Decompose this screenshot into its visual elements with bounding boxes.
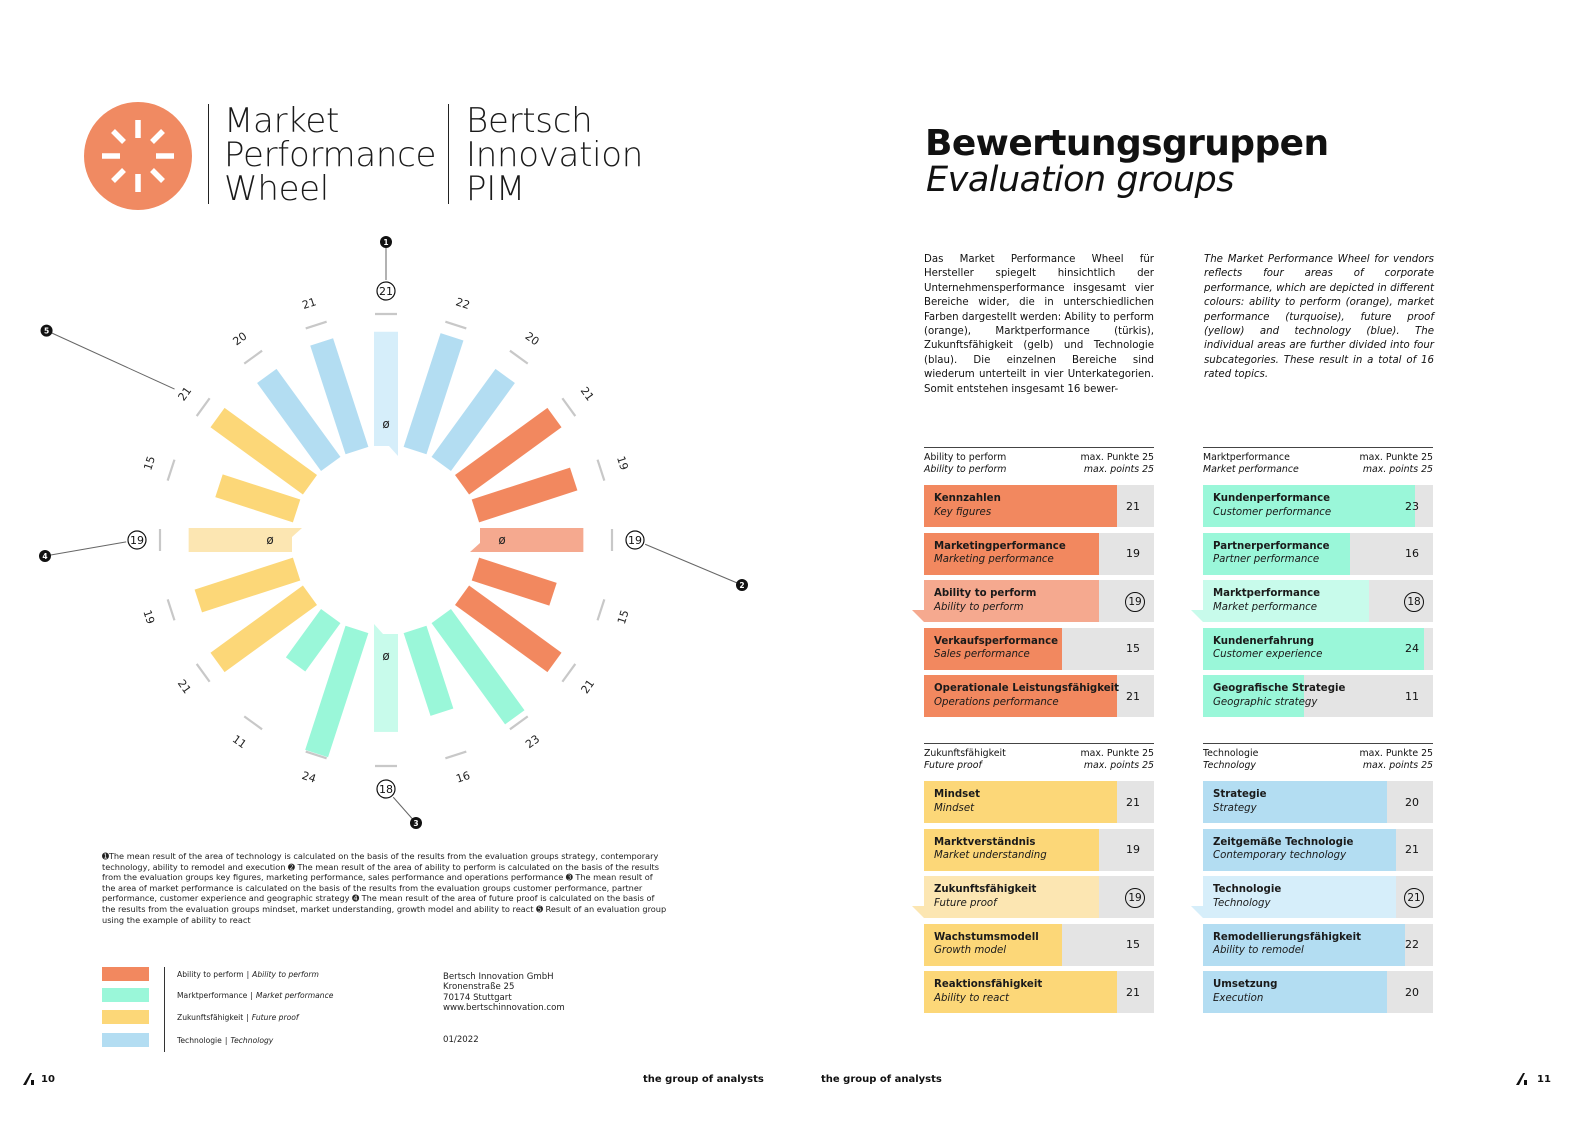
legend-item-ability	[102, 967, 319, 981]
average-score: 21	[1404, 888, 1424, 908]
page-subheading: Evaluation groups	[926, 160, 1234, 200]
logo-title-line: Market	[224, 101, 340, 141]
callout-number: 5	[43, 326, 50, 336]
wheel-score-label: 19	[613, 454, 631, 472]
wheel-tick	[598, 599, 605, 620]
row-label: Kundenperformance Customer performance	[1213, 493, 1332, 518]
callout-number: 2	[739, 581, 745, 590]
row-score: 22	[1405, 938, 1419, 951]
group-header	[1203, 447, 1433, 478]
row-score: 15	[1126, 938, 1140, 951]
evaluation-row	[1203, 781, 1433, 823]
average-score: 19	[1125, 592, 1145, 612]
wheel-score-label: 21	[578, 677, 598, 697]
callout-number: 3	[413, 819, 419, 828]
row-label: Technologie Technology	[1213, 884, 1282, 909]
max-points: max. Punkte 25 max. points 25	[1080, 748, 1154, 771]
wheel-tick	[445, 322, 466, 329]
evaluation-row	[1203, 971, 1433, 1013]
legend-item-technology	[102, 1033, 273, 1047]
row-label: Umsetzung Execution	[1213, 979, 1278, 1004]
page-number-left: 10	[41, 1074, 55, 1085]
group-title: Zukunftsfähigkeit Future proof	[924, 748, 1006, 771]
average-marker-icon	[470, 543, 480, 552]
evaluation-row	[1203, 924, 1433, 966]
performance-wheel	[20, 232, 760, 832]
group-technology	[1203, 743, 1433, 1019]
wheel-average-score: 19	[130, 534, 144, 547]
average-marker-icon	[389, 446, 398, 456]
group-ability	[924, 447, 1154, 723]
row-score: 21	[1126, 795, 1140, 809]
group-future	[924, 743, 1154, 1019]
row-score: 20	[1405, 985, 1419, 999]
wheel-tick	[168, 460, 175, 481]
vendor-name-line: Bertsch	[466, 101, 593, 141]
company-city: 70174 Stuttgart	[443, 992, 512, 1003]
legend-item-market	[102, 988, 333, 1002]
legend-label: Technologie | Technology	[177, 1035, 274, 1045]
average-row	[1203, 580, 1433, 622]
row-score: 15	[1126, 642, 1140, 655]
average-row	[1203, 876, 1433, 918]
row-score: 21	[1126, 985, 1140, 999]
group-title: Ability to perform Ability to perform	[924, 452, 1007, 475]
group-header	[924, 447, 1154, 478]
row-label: Wachstumsmodell Growth model	[934, 931, 1039, 956]
evaluation-row	[1203, 829, 1433, 871]
vendor-name-line: PIM	[466, 169, 525, 209]
row-label: Marktverständnis Market understanding	[934, 836, 1047, 861]
wheel-tick	[510, 351, 528, 364]
callout-number: 1	[383, 238, 389, 247]
brand-mark-icon	[1515, 1072, 1529, 1086]
average-symbol: ø	[382, 417, 390, 431]
evaluation-row	[1203, 675, 1433, 717]
row-label: Mindset Mindset	[934, 789, 981, 814]
wheel-score-label: 21	[175, 384, 195, 404]
group-header	[924, 743, 1154, 774]
wheel-average-bar	[480, 528, 583, 552]
wheel-tick	[598, 460, 605, 481]
average-marker-icon	[912, 906, 924, 918]
evaluation-row	[924, 485, 1154, 527]
callout-number: 4	[42, 552, 48, 561]
wheel-score-label: 21	[174, 677, 194, 697]
average-marker-icon	[912, 610, 924, 622]
wheel-average-bar	[189, 528, 292, 552]
legend-label: Zukunftsfähigkeit | Future proof	[177, 1012, 299, 1022]
row-label: Operationale Leistungsfähigkeit Operations performance	[934, 683, 1120, 708]
evaluation-row	[924, 628, 1154, 670]
row-score: 20	[1405, 795, 1419, 809]
row-label: Strategie Strategy	[1213, 789, 1267, 814]
logo-title	[224, 101, 437, 209]
wheel-score-label: 15	[614, 608, 632, 626]
wheel-score-label: 21	[577, 384, 597, 404]
wheel-score-label: 21	[300, 295, 318, 313]
wheel-score-label: 16	[454, 768, 472, 786]
company-web: www.bertschinnovation.com	[443, 1003, 565, 1014]
evaluation-row	[924, 675, 1154, 717]
wheel-tick	[562, 398, 575, 416]
logo-title-line: Performance	[224, 135, 437, 175]
company-address	[443, 972, 565, 1014]
row-score: 23	[1405, 499, 1419, 513]
evaluation-row	[924, 829, 1154, 871]
wheel-average-score: 19	[628, 534, 642, 547]
average-marker-icon	[292, 528, 302, 537]
brand-mark-icon	[22, 1072, 36, 1086]
group-header	[1203, 743, 1433, 774]
vendor-name-line: Innovation	[466, 135, 644, 175]
wheel-tick	[244, 351, 262, 364]
wheel-tick	[244, 716, 262, 729]
legend-swatch	[102, 967, 149, 981]
wheel-score-label: 22	[454, 295, 472, 313]
logo-divider	[208, 104, 209, 204]
wheel-score-label: 20	[522, 329, 542, 349]
evaluation-row	[924, 971, 1154, 1013]
row-label: Kennzahlen Key figures	[934, 493, 1001, 518]
row-score: 24	[1405, 642, 1419, 655]
row-label: Geografische Strategie Geographic strategy	[1213, 683, 1346, 708]
legend-label: Ability to perform | Ability to perform	[177, 969, 319, 979]
company-name: Bertsch Innovation GmbH	[443, 972, 554, 982]
wheel-tick	[306, 322, 327, 329]
average-symbol: ø	[498, 533, 506, 547]
callout-line	[645, 544, 742, 585]
footer-text-right: the group of analysts	[821, 1074, 942, 1085]
average-marker-icon	[374, 624, 383, 634]
legend-swatch	[102, 988, 149, 1002]
evaluation-row	[1203, 485, 1433, 527]
average-row	[924, 876, 1154, 918]
wheel-score-label: 23	[523, 732, 543, 752]
row-score: 21	[1126, 499, 1140, 513]
wheel-average-score: 18	[379, 783, 393, 796]
row-label: Partnerperformance Partner performance	[1213, 540, 1330, 565]
publication-date: 01/2022	[443, 1035, 479, 1045]
average-row	[924, 580, 1154, 622]
row-label: Reaktionsfähigkeit Ability to react	[934, 979, 1043, 1004]
row-label: Kundenerfahrung Customer experience	[1213, 635, 1323, 660]
wheel-score-label: 15	[141, 454, 159, 472]
row-score: 16	[1405, 547, 1419, 560]
row-score: 21	[1126, 689, 1140, 703]
row-label: Zukunftsfähigkeit Future proof	[934, 884, 1037, 909]
legend-item-future	[102, 1010, 299, 1024]
row-label: Verkaufsperformance Sales performance	[934, 635, 1059, 660]
evaluation-row	[1203, 628, 1433, 670]
page-number-right: 11	[1537, 1074, 1551, 1085]
wheel-tick	[562, 664, 575, 682]
wheel-score-label: 24	[300, 768, 318, 786]
row-score: 11	[1405, 689, 1419, 703]
legend-swatch	[102, 1033, 149, 1047]
row-score: 19	[1126, 843, 1140, 856]
row-label: Marktperformance Market performance	[1213, 588, 1321, 613]
wheel-tick	[197, 398, 210, 416]
max-points: max. Punkte 25 max. points 25	[1359, 748, 1433, 771]
callout-line	[45, 542, 126, 556]
average-symbol: ø	[382, 649, 390, 663]
row-label: Zeitgemäße Technologie Contemporary technology	[1213, 836, 1354, 861]
footnote: ➊The mean result of the area of technology is calculated on the basis of the results from the evaluation groups strategy, contemporary technology, ability to remodel and execution ➋ The mean result of the area of ability to perform is calculated on the basis of the results from the evaluation groups key figures, marketing performance, sales performance and operations performance ➌ The mean result of the area of market performance is calculated on the basis of the results from the evaluation groups customer performance, partner performance, customer experience and geographic strategy ➍ The mean result of the area of future proof is calculated on the basis of the results from the evaluation groups mindset, market understanding, growth model and ability to react ➎ Result of an evaluation group using the example of ability to react	[102, 851, 667, 925]
legend-label: Marktperformance | Market performance	[177, 990, 334, 1000]
group-title: Technologie Technology	[1203, 748, 1259, 771]
legend	[102, 967, 402, 1052]
company-street: Kronenstraße 25	[443, 982, 515, 993]
logo-title-line: Wheel	[224, 169, 329, 209]
wheel-average-score: 21	[379, 285, 393, 298]
row-label: Remodellierungsfähigkeit Ability to remodel	[1213, 931, 1361, 956]
average-score: 19	[1125, 888, 1145, 908]
average-symbol: ø	[266, 533, 274, 547]
evaluation-row	[1203, 533, 1433, 575]
row-label: Ability to perform Ability to perform	[934, 588, 1037, 613]
evaluation-row	[924, 924, 1154, 966]
evaluation-row	[924, 781, 1154, 823]
wheel-tick	[197, 664, 210, 682]
wheel-score-label: 19	[140, 608, 158, 626]
wheel-tick	[445, 752, 466, 759]
row-score: 19	[1126, 547, 1140, 560]
group-title: Marktperformance Market performance	[1203, 452, 1299, 475]
legend-swatch	[102, 1010, 149, 1024]
footer-text-left: the group of analysts	[643, 1074, 764, 1085]
vendor-name	[466, 101, 644, 209]
average-marker-icon	[1191, 906, 1203, 918]
logo-icon	[84, 102, 192, 210]
wheel-score-label: 20	[230, 329, 250, 349]
description-de: Das Market Performance Wheel für Hersteller spiegelt hinsichtlich der Unternehmensperformance insgesamt vier Bereiche wider, die in unterschiedlichen Farben dargestellt werden: Ability to perform (orange), Marktperformance (türkis), Zukunftsfähigkeit (gelb) und Technologie (blau). Die einzelnen Bereiche sind wiederum unterteilt in vier Unterkategorien. Somit entstehen insgesamt 16 bewer-	[924, 254, 1154, 395]
row-label: Marketingperformance Marketing performance	[934, 540, 1066, 565]
row-score: 21	[1405, 843, 1419, 856]
group-market	[1203, 447, 1433, 723]
wheel-tick	[168, 599, 175, 620]
callout-line	[47, 331, 175, 389]
average-score: 18	[1404, 592, 1424, 612]
description-en: The Market Performance Wheel for vendors reflects four areas of corporate performance, which are depicted in different colours: ability to perform (orange), market performance (turquoise), future proof (yellow) and technology (blue). The individual areas are further divided into four subcategories. These result in a total of 16 rated topics.	[1204, 254, 1434, 381]
page-heading: Bewertungsgruppen	[925, 123, 1329, 164]
logo-divider	[448, 104, 449, 204]
average-marker-icon	[1191, 610, 1203, 622]
wheel-score-label: 11	[229, 732, 249, 752]
max-points: max. Punkte 25 max. points 25	[1359, 452, 1433, 475]
evaluation-row	[924, 533, 1154, 575]
max-points: max. Punkte 25 max. points 25	[1080, 452, 1154, 475]
